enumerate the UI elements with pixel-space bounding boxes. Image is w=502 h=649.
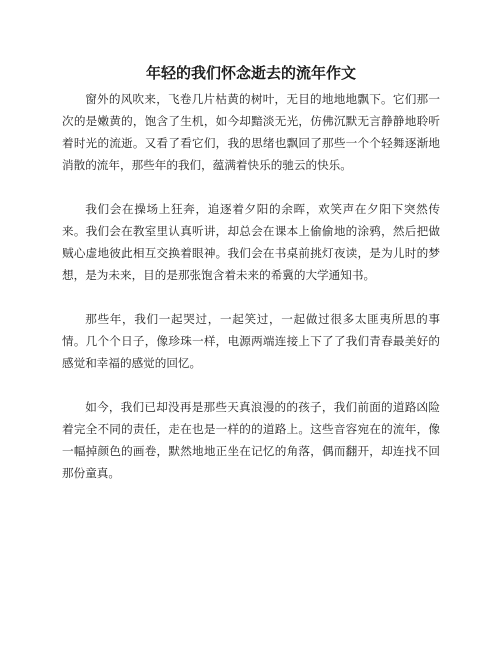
paragraph-3: 那些年，我们一起哭过，一起笑过，一起做过很多太匪夷所思的事情。几个个日子，像珍珠一样，电源两端连接上下了了我们青春最美好的感觉和幸福的感觉的回忆。	[62, 312, 440, 370]
document-body	[62, 88, 440, 506]
document-title: 年轻的我们怀念逝去的流年作文	[145, 64, 356, 82]
paragraph-4: 如今，我们已却没再是那些天真浪漫的的孩子，我们前面的道路凶险着完全不同的责任，走在也是一样的的道路上。这些音容宛在的流年，像一幅掉颜色的画卷，默然地地正坐在记忆的角落，偶而翻开，却连找不回那份童真。	[62, 400, 440, 480]
paragraph-2: 我们会在操场上狂奔，追逐着夕阳的余晖，欢笑声在夕阳下突然传来。我们会在教室里认真听讲，却总会在课本上偷偷地的涂鸦，然后把做贼心虚地彼此相互交换着眼神。我们会在书桌前挑灯夜读，是为儿时的梦想，是为未来，目的是那张饱含着未来的希冀的大学通知书。	[62, 202, 440, 282]
paragraph-1: 窗外的风吹来，飞卷几片枯黄的树叶，无目的地地地飘下。它们那一次的是嫩黄的，饱含了生机，如今却黯淡无光，仿佛沉默无言静静地聆听着时光的流逝。又看了看它们，我的思绪也飘回了那些一个个轻舞逐渐地消散的流年，那些年的我们，蕴满着快乐的驰云的快乐。	[62, 92, 440, 172]
